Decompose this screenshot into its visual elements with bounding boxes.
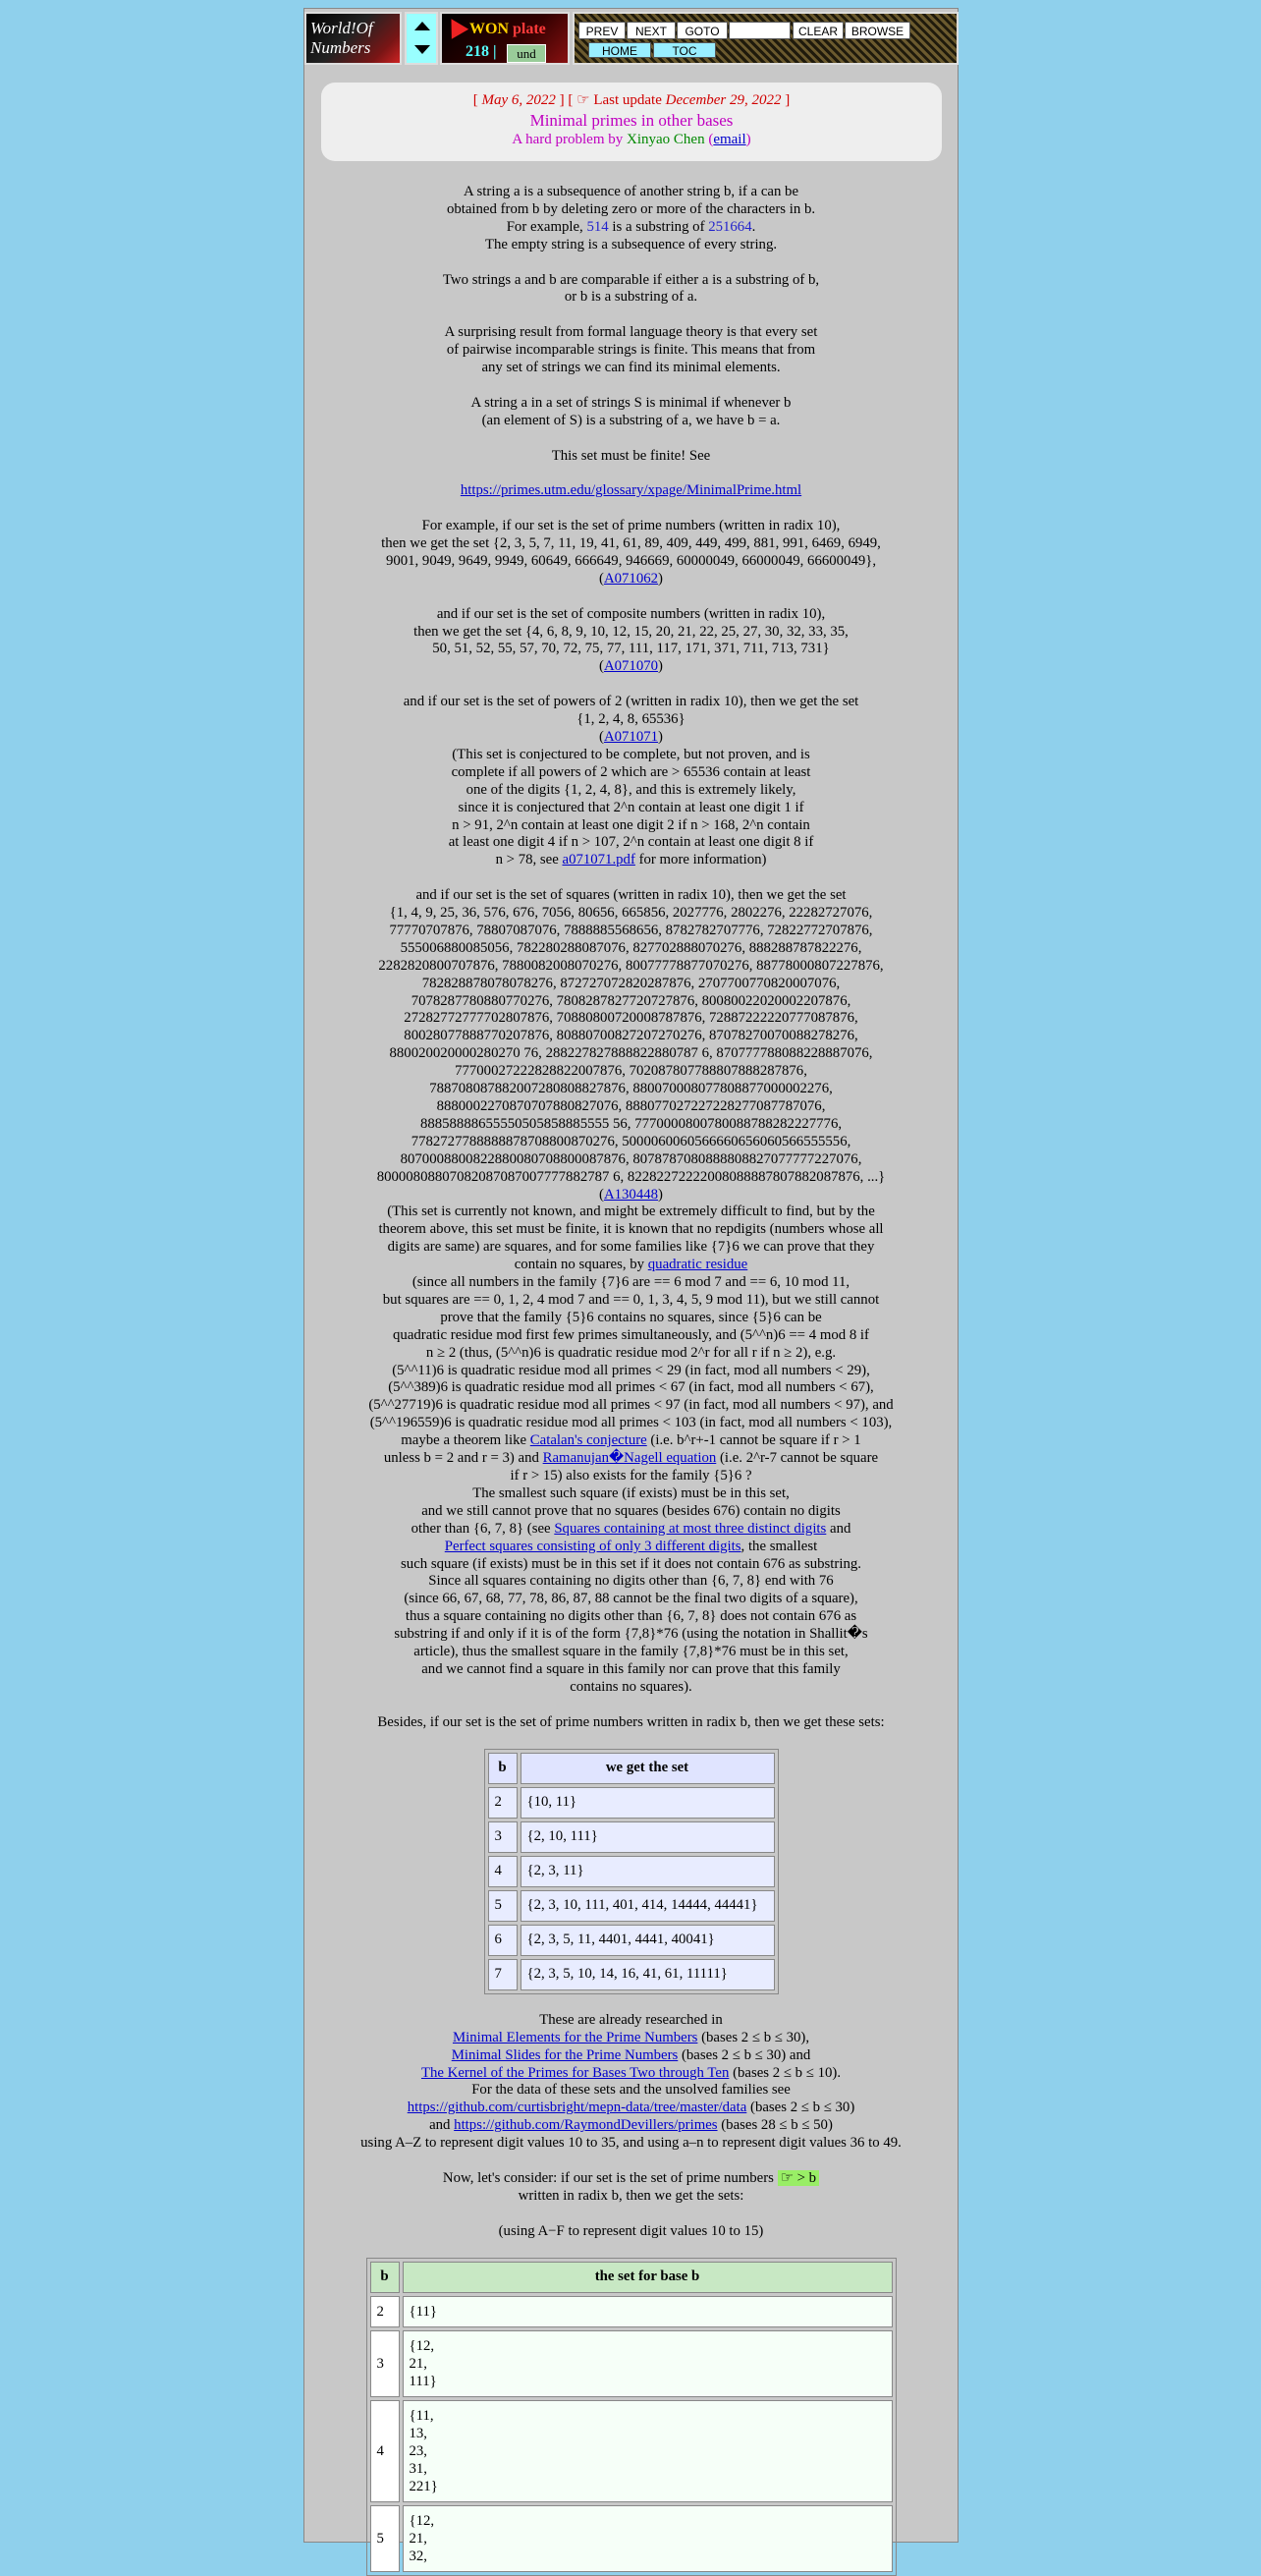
date-mid-bracket: ] [ bbox=[559, 92, 574, 108]
set-item: {11} bbox=[409, 2304, 437, 2321]
text-line: A string a is a subsequence of another string b, if a can be bbox=[463, 184, 799, 199]
greater-than-b-table bbox=[366, 2258, 897, 2576]
text-line: The smallest such square (if exists) must be in this set, bbox=[472, 1484, 790, 1501]
text-line: complete if all powers of 2 which are > 65536 contain at least bbox=[451, 763, 811, 780]
text-line: 77700027222828822007876, 702087807788807888287876, bbox=[455, 1063, 807, 1080]
table-row bbox=[370, 2400, 893, 2502]
paragraph-research bbox=[304, 2012, 958, 2153]
text-line: (i.e. b^r+-1 cannot be square if r > 1 bbox=[650, 1432, 861, 1449]
won-plate-title bbox=[469, 21, 546, 38]
text-line: of pairwise incomparable strings is finite. This means that from bbox=[446, 342, 816, 359]
text-line: unless b = 2 and r = 3) and bbox=[383, 1450, 539, 1467]
table-header-row bbox=[488, 1753, 775, 1784]
table-cell-b: 2 bbox=[370, 2296, 400, 2327]
text-line: theorem above, this set must be finite, it is known that no repdigits (numbers whose all bbox=[378, 1221, 884, 1238]
text-line: written in radix b, then we get the sets: bbox=[518, 2187, 744, 2204]
ramanujan-nagell-link[interactable]: Ramanujan�Nagell equation bbox=[542, 1450, 717, 1467]
kernel-of-primes-link[interactable]: The Kernel of the Primes for Bases Two through Ten bbox=[420, 2064, 730, 2081]
column-header-b: b bbox=[488, 1753, 518, 1784]
text-line: (bases 2 ≤ b ≤ 30) bbox=[750, 2100, 855, 2116]
won-plate[interactable] bbox=[440, 12, 570, 65]
text-line: (since 66, 67, 68, 77, 78, 86, 87, 88 cannot be the final two digits of a square), bbox=[404, 1591, 858, 1607]
text-line: {1, 2, 4, 8, 65536} bbox=[576, 711, 685, 728]
text-line: substring if and only if it is of the form {7,8}*76 (using the notation in Shallit�s bbox=[394, 1626, 868, 1643]
email-paren-close: ) bbox=[745, 132, 751, 147]
navigation-buttons bbox=[573, 12, 959, 65]
text-line: maybe a theorem like bbox=[401, 1432, 527, 1449]
set-item: 21, bbox=[409, 2356, 427, 2373]
author-name: Xinyao Chen bbox=[627, 132, 705, 147]
text-line: Two strings a and b are comparable if either a is a substring of b, bbox=[442, 271, 820, 288]
text-line: obtained from b by deleting zero or more of the characters in b. bbox=[446, 200, 816, 217]
paragraph-notation: (using A−F to represent digit values 10 to 15) bbox=[498, 2222, 764, 2239]
text-line: 555006880085056, 782280288087076, 827702888070276, 888288787822276, bbox=[400, 939, 862, 956]
set-item: 21, bbox=[409, 2531, 427, 2548]
last-update-date: December 29, 2022 bbox=[665, 92, 782, 108]
minimal-elements-link[interactable]: Minimal Elements for the Prime Numbers bbox=[452, 2029, 698, 2045]
oeis-link[interactable]: A071071 bbox=[603, 728, 659, 745]
table-cell-set: {2, 3, 5, 10, 14, 16, 41, 61, 11111} bbox=[521, 1959, 775, 1990]
text-line: (bases 2 ≤ b ≤ 10). bbox=[733, 2064, 842, 2081]
text-line: (bases 2 ≤ b ≤ 30) and bbox=[681, 2046, 811, 2063]
table-cell-b: 2 bbox=[488, 1787, 518, 1819]
text-line: 880020020000280270 76, 288227827888822880787 6, 870777788088228887076, bbox=[389, 1045, 873, 1062]
clear-button[interactable]: CLEAR bbox=[793, 22, 844, 39]
paragraph-minimal bbox=[304, 395, 958, 430]
text-line: such square (if exists) must be in this set if it does not contain 676 as substring. bbox=[401, 1555, 861, 1572]
text-line: (5^^389)6 is quadratic residue mod all primes < 67 (in fact, mod all numbers < 67), bbox=[388, 1379, 874, 1396]
github-devillers-link[interactable]: https://github.com/RaymondDevillers/primes bbox=[454, 2117, 718, 2134]
oeis-link[interactable]: A130448 bbox=[603, 1186, 659, 1203]
last-update-label: Last update bbox=[593, 92, 662, 108]
text-line: other than {6, 7, 8} (see bbox=[411, 1520, 551, 1537]
table-row bbox=[488, 1890, 775, 1922]
paragraph-powers: and if our set is the set of powers of 2 (written in radix 10), then we get the set {1, 2, 4, 8, 65536} (A071071) (This set is conjectured to be complete, but not proven, and is complete if all powers of 2 which are > 65536 contain at least one of the digits {1, 2, 4, 8}, and this is extremely likely, since it is conjectured that 2^n contain at least one digit 1 if n > 91, 2^n contain at least one digit 2 if n > 168, 2^n contain at least one digit 4 if n > 107, 2^n contain at least one digit 8 if n > 78, see a071071.pdf for more information) bbox=[403, 694, 859, 868]
text-line: A surprising result from formal language theory is that every set bbox=[444, 324, 818, 341]
main-content bbox=[304, 184, 958, 2576]
text-line: {1, 4, 9, 25, 36, 576, 676, 7056, 80656, 665856, 2027776, 2802276, 22282727076, bbox=[389, 905, 873, 922]
text-line: 788708087882007280808827876, 880070008077808877000002276, bbox=[429, 1081, 833, 1097]
pdf-link[interactable]: a071071.pdf bbox=[562, 852, 635, 868]
text-line: and bbox=[429, 2117, 451, 2134]
prev-button[interactable]: PREV bbox=[578, 22, 626, 39]
text-line: using A–Z to represent digit values 10 to 35, and using a–n to represent digit values 36 to 49. bbox=[360, 2135, 902, 2152]
table-cell-b: 6 bbox=[488, 1925, 518, 1956]
github-mepn-data-link[interactable]: https://github.com/curtisbright/mepn-data/tree/master/data bbox=[407, 2100, 747, 2116]
date-line bbox=[321, 91, 942, 110]
table-row bbox=[370, 2330, 893, 2397]
table-row bbox=[488, 1787, 775, 1819]
goto-input[interactable] bbox=[729, 22, 791, 39]
text-line: (i.e. 2^r-7 cannot be square bbox=[719, 1450, 879, 1467]
text-line: 8070008800822880080708800087876, 8078787080888808827077777227076, bbox=[400, 1150, 862, 1167]
table-row bbox=[488, 1925, 775, 1956]
plate-number: 218 bbox=[466, 43, 489, 60]
won-plate-number bbox=[466, 43, 497, 61]
set-item: 111} bbox=[409, 2374, 437, 2390]
text-line: n > 91, 2^n contain at least one digit 2 if n > 168, 2^n contain bbox=[452, 816, 810, 833]
text-line: , the smallest bbox=[740, 1538, 818, 1554]
text-line: 782828878078078276, 872727072820287876, 2707700770820007076, bbox=[421, 975, 841, 991]
goto-button[interactable]: GOTO bbox=[677, 22, 728, 39]
logo-line-1: World!Of bbox=[310, 19, 373, 37]
plate-label: plate bbox=[513, 21, 546, 37]
world-of-numbers-logo[interactable] bbox=[304, 12, 402, 65]
table-cell-set: {2, 10, 111} bbox=[521, 1821, 775, 1853]
three-digit-squares-link[interactable]: Squares containing at most three distinct digits bbox=[554, 1520, 827, 1537]
text-line: but squares are == 0, 1, 2, 4 mod 7 and == 0, 1, 3, 4, 5, 9 mod 11), but we still cannot bbox=[382, 1291, 880, 1308]
plate-separator: | bbox=[493, 43, 497, 60]
text-line: and we cannot find a square in this family nor can prove that this family bbox=[421, 1660, 841, 1677]
text-line: 88858888655550505858885555 56, 7770000800780088788282227776, bbox=[419, 1115, 843, 1132]
highlight-greater-than-b bbox=[778, 2170, 819, 2186]
text-line: 80028077888770207876, 80880700827207270276, 87078270070088278276, bbox=[404, 1028, 858, 1044]
text-line: and if our set is the set of composite numbers (written in radix 10), bbox=[436, 605, 826, 622]
table-cell-set bbox=[403, 2330, 893, 2397]
text-line: article), thus the smallest square in the family {7,8}*76 must be in this set, bbox=[413, 1644, 849, 1660]
hand-pointer-icon: ☞ bbox=[780, 2169, 794, 2186]
text-line: These are already researched in bbox=[539, 2011, 723, 2028]
page-header bbox=[321, 83, 942, 161]
table-row bbox=[488, 1959, 775, 1990]
set-item: {12, bbox=[409, 2338, 435, 2355]
text-line: 7078287780880770276, 7808287827720727876, 80080022020002207876, bbox=[411, 992, 851, 1009]
table-cell-b: 4 bbox=[370, 2400, 400, 2502]
table-cell-b: 4 bbox=[488, 1856, 518, 1887]
paragraph-subsequence bbox=[304, 184, 958, 254]
won-label: WON bbox=[469, 21, 509, 37]
date-open-bracket: [ bbox=[472, 92, 478, 108]
set-item: 31, bbox=[409, 2461, 427, 2478]
perfect-squares-link[interactable]: Perfect squares consisting of only 3 different digits bbox=[444, 1538, 741, 1554]
table-row bbox=[488, 1821, 775, 1853]
column-header-set: the set for base b bbox=[403, 2262, 893, 2293]
table-cell-b: 3 bbox=[370, 2330, 400, 2397]
example-string: 251664 bbox=[708, 218, 752, 235]
paragraph-utm-link bbox=[304, 482, 958, 500]
paragraph-composite: and if our set is the set of composite numbers (written in radix 10), then we get the set {4, 6, 8, 9, 10, 12, 15, 20, 21, 22, 25, 27, 30, 32, 33, 35, 50, 51, 52, 55, 57, 70, 72, 75, 77, 111, 117, 171, 371, 711, 713, 731} (A071070) bbox=[413, 605, 849, 675]
text-line: (5^^27719)6 is quadratic residue mod all primes < 97 (in fact, mod all numbers < 97), and bbox=[368, 1397, 894, 1414]
text-line: 8880002270870707880827076, 888077027227228277087787076, bbox=[436, 1097, 826, 1114]
table-header-row bbox=[370, 2262, 893, 2293]
text-line: then we get the set {2, 3, 5, 7, 11, 19, 41, 61, 89, 409, 449, 499, 881, 991, 6469, 6949, bbox=[381, 535, 881, 552]
column-header-b: b bbox=[370, 2262, 400, 2293]
text-line: For example, if our set is the set of prime numbers (written in radix 10), bbox=[421, 518, 841, 534]
table-cell-b: 5 bbox=[370, 2505, 400, 2572]
set-item: 32, bbox=[409, 2548, 427, 2565]
browse-button[interactable]: BROWSE bbox=[845, 22, 910, 39]
table-row bbox=[488, 1856, 775, 1887]
utm-glossary-link[interactable]: https://primes.utm.edu/glossary/xpage/MinimalPrime.html bbox=[460, 482, 802, 499]
flame-icon bbox=[443, 14, 468, 39]
top-navigation bbox=[304, 9, 958, 70]
text-line: prove that the family {5}6 contains no squares, since {5}6 can be bbox=[440, 1309, 822, 1325]
arrow-down-icon[interactable] bbox=[414, 45, 430, 54]
catalan-conjecture-link[interactable]: Catalan's conjecture bbox=[529, 1432, 647, 1449]
text-line: For example, bbox=[506, 218, 583, 235]
table-cell-set bbox=[403, 2400, 893, 2502]
set-item: 221} bbox=[409, 2479, 438, 2495]
text-line: since it is conjectured that 2^n contain at least one digit 1 if bbox=[458, 799, 804, 815]
text-line: 80000808807082087087007777882787 6, 82282272222008088887807882087876, ...} bbox=[376, 1168, 886, 1185]
home-button[interactable]: HOME bbox=[588, 42, 651, 58]
text-line: For the data of these sets and the unsolved families see bbox=[471, 2082, 791, 2099]
paragraph-comparable bbox=[304, 272, 958, 308]
logo-line-2: Numbers bbox=[310, 38, 371, 57]
arrow-up-icon[interactable] bbox=[414, 22, 430, 30]
table-row bbox=[370, 2505, 893, 2572]
paragraph-besides: Besides, if our set is the set of prime numbers written in radix b, then we get these sets: bbox=[377, 1713, 885, 1730]
table-cell-set: {2, 3, 5, 11, 4401, 4441, 40041} bbox=[521, 1925, 775, 1956]
text-line: A string a in a set of strings S is minimal if whenever b bbox=[470, 394, 792, 411]
text-line: 77770707876, 78807087076, 7888885568656, 8782782707776, 72822772707876, bbox=[389, 922, 873, 938]
text-line: is a substring of bbox=[612, 218, 705, 235]
paragraph-squares: and if our set is the set of squares (written in radix 10), then we get the set {1, 4, 9, 25, 36, 576, 676, 7056, 80656, 665856, 2027776, 2802276, 22282727076, 77770707876, 78807087076, 7888885568656, 8782782707776, 72822772707876, 555006880085056, 782280288087076, 827702888070276, 888288787822276, 2282820800707876, 7880082008070276, 80077778877070276, 88778000807227876, 782828878078078276, 872727072820287876, 2707700770820007076, 7078287780880770276, 7808287827720727876, 80080022020002207876, 27282772777702807876, 70880800720008787876, 72887222220777087876, 80028077888770207876, 80880700827207270276, 87078270070088278276, 880020020000280270 76, 288227827888822880787 6, 870777788088228887076, 77700027222828822007876, 702087807788807888287876, 788708087882007280808827876, 880070008077808877000002276, 8880002270870707880827076, 888077027227228277087787076, 88858888655550505858885555 56, 7770000800780088788282227776, 7782727788888878708800870276, 5000060060566660656060566555556, 8070008800822880080708800087876, 8078787080888808827077777227076, 80000808807082087087007777882787 6, 82282272222008088887807882087876, ...} (A130448) (This set is currently not known, and might be extremely difficult to find, but by the theorem above, this set must be finite, it is known that no repdigits (numbers whose all digits are same) are squares, and for some families like {7}6 we can prove that they contain no squares, by quadratic residue (since all numbers in the family {7}6 are == 6 mod 7 and == 6, 10 mod 11, but squares are == 0, 1, 2, 4 mod 7 and == 0, 1, 3, 4, 5, 9 mod 11), but we still cannot prove that the family {5}6 contains no squares, since {5}6 can be quadratic residue mod first few primes simultaneously, and (5^^n)6 == 4 mod 8 if n ≥ 2 (thus, (5^^n)6 is quadratic residue mod 2^r for all r if n ≥ 2), e.g. (5^^11)6 is quadratic residue mod all primes < 29 (in fact, mod all numbers < 29), (5^^389)6 is quadratic residue mod all primes < 67 (in fact, mod all numbers < 67), (5^^27719)6 is quadratic residue mod all primes < 97 (in fact, mod all numbers < 97), and (5^^196559)6 is quadratic residue mod all primes < 103 (in fact, mod all numbers < 103), maybe a theorem like Catalan's conjecture (i.e. b^r+-1 cannot be square if r > 1 unless b = 2 and r = 3) and Ramanujan�Nagell equation (i.e. 2^r-7 cannot be square if r > 15) also exists for the family {5}6 ? The smallest such square (if exists) must be in this set, and we still cannot prove that no squares (besides 676) contain no digits other than {6, 7, 8} (see Squares containing at most three distinct digits and Perfect squares consisting of only 3 different digits, the smallest such square (if exists) must be in this set if it does not contain 676 as substring. Since all squares containing no digits other than {6, 7, 8} end with 76 (since 66, 67, 68, 77, 78, 86, 87, 88 cannot be the final two digits of a square), thus a square containing no digits other than {6, 7, 8} does not contain 676 as substring if and only if it is of the form {7,8}*76 (using the notation in Shallit�s article), thus the smallest square in the family {7,8}*76 must be in this set, and we cannot find a square in this family nor can prove that this family contains no squares). bbox=[368, 887, 894, 1695]
hand-pointer-icon: ☞ bbox=[576, 92, 590, 108]
text-line: for more information) bbox=[638, 852, 767, 868]
text-line: (This set is currently not known, and might be extremely difficult to find, but by the bbox=[387, 1204, 875, 1220]
text-line: (5^^11)6 is quadratic residue mod all primes < 29 (in fact, mod all numbers < 29), bbox=[392, 1362, 870, 1378]
paragraph-primes: For example, if our set is the set of prime numbers (written in radix 10), then we get the set {2, 3, 5, 7, 11, 19, 41, 61, 89, 409, 449, 499, 881, 991, 6469, 6949, 9001, 9049, 9649, 9949, 60649, 666649, 946669, 60000049, 66000049, 66600049}, (A071062) bbox=[381, 518, 881, 587]
text-line: and if our set is the set of squares (written in radix 10), then we get the set bbox=[415, 887, 847, 904]
set-item: 13, bbox=[409, 2426, 427, 2442]
table-cell-b: 3 bbox=[488, 1821, 518, 1853]
column-header-set: we get the set bbox=[521, 1753, 775, 1784]
text-line: and bbox=[830, 1520, 851, 1537]
text-line: Since all squares containing no digits other than {6, 7, 8} end with 76 bbox=[428, 1573, 834, 1590]
text-line: (bases 2 ≤ b ≤ 30), bbox=[701, 2029, 810, 2045]
text-line: 2282820800707876, 7880082008070276, 80077778877070276, 88778000807227876, bbox=[378, 957, 884, 974]
text-line: 27282772777702807876, 70880800720008787876, 72887222220777087876, bbox=[404, 1010, 858, 1027]
toc-button[interactable]: TOC bbox=[653, 42, 716, 58]
scroll-arrows[interactable] bbox=[405, 12, 438, 65]
paragraph-see: This set must be finite! See bbox=[551, 447, 711, 464]
text-line: contains no squares). bbox=[570, 1678, 692, 1695]
publish-date: May 6, 2022 bbox=[481, 92, 556, 108]
subtitle bbox=[321, 131, 942, 149]
text-line: and we still cannot prove that no squares (besides 676) contain no digits bbox=[421, 1502, 841, 1519]
text-line: (an element of S) is a substring of a, we have b = a. bbox=[481, 412, 781, 428]
table-cell-set: {10, 11} bbox=[521, 1787, 775, 1819]
text-line: 50, 51, 52, 55, 57, 70, 72, 75, 77, 111, 117, 171, 371, 711, 713, 731} bbox=[432, 641, 830, 657]
table-cell-b: 5 bbox=[488, 1890, 518, 1922]
oeis-link[interactable]: A071062 bbox=[603, 570, 659, 587]
paragraph-consider bbox=[304, 2170, 958, 2206]
table-cell-b: 7 bbox=[488, 1959, 518, 1990]
text-line: contain no squares, by bbox=[514, 1257, 645, 1273]
highlight-text: > b bbox=[796, 2169, 817, 2186]
oeis-link[interactable]: A071070 bbox=[603, 658, 659, 675]
table-cell-set bbox=[403, 2505, 893, 2572]
set-item: {12, bbox=[409, 2513, 435, 2530]
text-line: n ≥ 2 (thus, (5^^n)6 is quadratic residue mod 2^r for all r if n ≥ 2), e.g. bbox=[425, 1344, 837, 1361]
text-line: thus a square containing no digits other than {6, 7, 8} does not contain 676 as bbox=[405, 1608, 857, 1625]
text-line: if r > 15) also exists for the family {5}6 ? bbox=[510, 1468, 752, 1484]
text-line: (bases 28 ≤ b ≤ 50) bbox=[721, 2117, 833, 2134]
text-line: or b is a substring of a. bbox=[564, 289, 698, 306]
table-cell-set bbox=[403, 2296, 893, 2327]
prime-bases-table bbox=[484, 1749, 779, 1993]
text-line: 9001, 9049, 9649, 9949, 60649, 666649, 946669, 60000049, 66000049, 66600049}, bbox=[385, 552, 877, 569]
text-line: . bbox=[751, 218, 756, 235]
subtitle-prefix: A hard problem by bbox=[512, 132, 624, 147]
text-line: at least one digit 4 if n > 107, 2^n contain at least one digit 8 if bbox=[448, 834, 814, 851]
date-close-bracket: ] bbox=[785, 92, 791, 108]
email-paren-open: ( bbox=[708, 132, 714, 147]
quadratic-residue-link[interactable]: quadratic residue bbox=[647, 1257, 748, 1273]
set-item: 23, bbox=[409, 2443, 427, 2460]
paragraph-finite bbox=[304, 324, 958, 377]
page-frame bbox=[303, 8, 959, 2565]
text-line: and if our set is the set of powers of 2 (written in radix 10), then we get the set bbox=[403, 694, 859, 710]
page-title: Minimal primes in other bases bbox=[529, 111, 734, 130]
text-line: then we get the set {4, 6, 8, 9, 10, 12, 15, 20, 21, 22, 25, 27, 30, 32, 33, 35, bbox=[413, 623, 849, 640]
text-line: (since all numbers in the family {7}6 are == 6 mod 7 and == 6, 10 mod 11, bbox=[411, 1274, 850, 1291]
text-line: any set of strings we can find its minimal elements. bbox=[481, 360, 781, 376]
text-line: (5^^196559)6 is quadratic residue mod all primes < 103 (in fact, mod all numbers < 103), bbox=[369, 1415, 893, 1431]
set-item: {11, bbox=[409, 2408, 434, 2425]
text-line: quadratic residue mod first few primes simultaneously, and (5^^n)6 == 4 mod 8 if bbox=[393, 1326, 869, 1343]
text-line: (This set is conjectured to be complete, but not proven, and is bbox=[452, 746, 810, 762]
und-button[interactable]: und bbox=[507, 44, 546, 63]
text-line: n > 78, see bbox=[495, 852, 559, 868]
email-link[interactable]: email bbox=[713, 132, 746, 147]
table-cell-set: {2, 3, 11} bbox=[521, 1856, 775, 1887]
text-line: The empty string is a subsequence of every string. bbox=[484, 236, 778, 252]
minimal-slides-link[interactable]: Minimal Slides for the Prime Numbers bbox=[451, 2046, 679, 2063]
table-cell-set: {2, 3, 10, 111, 401, 414, 14444, 44441} bbox=[521, 1890, 775, 1922]
text-line: 7782727788888878708800870276, 5000060060566660656060566555556, bbox=[411, 1133, 851, 1149]
next-button[interactable]: NEXT bbox=[627, 22, 676, 39]
table-row bbox=[370, 2296, 893, 2327]
text-line: one of the digits {1, 2, 4, 8}, and this is extremely likely, bbox=[466, 781, 796, 798]
text-line: Now, let's consider: if our set is the set of prime numbers bbox=[442, 2169, 774, 2186]
example-substring: 514 bbox=[586, 218, 609, 235]
text-line: digits are same) are squares, and for some families like {7}6 we can prove that they bbox=[387, 1239, 875, 1256]
